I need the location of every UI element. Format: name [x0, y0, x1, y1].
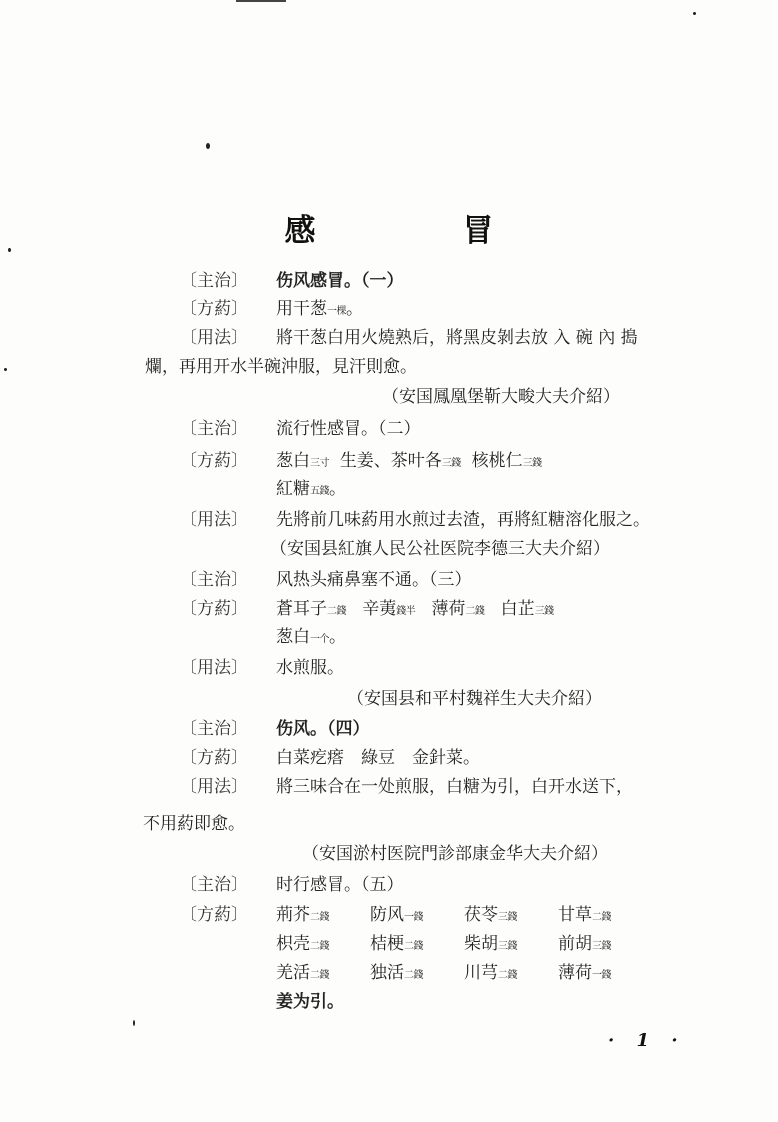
recipe-5-indication: [180, 874, 404, 896]
herb-quantity: 一錢: [592, 970, 611, 981]
recipe-4-credit: （安国淤村医院門診部康金华大夫介紹）: [302, 844, 608, 864]
herb-quantity: 一棵: [327, 306, 346, 317]
prescription-label: 〔方葯〕: [180, 299, 248, 319]
herb-quantity: 三寸: [310, 458, 329, 469]
recipe-5-prescription-row-2: [276, 933, 652, 958]
herb-name: 薄荷: [431, 599, 466, 619]
herb-name: 生姜、茶叶各: [339, 451, 442, 471]
herb-quantity: 二錢: [310, 941, 329, 952]
punctuation: 。: [329, 479, 346, 499]
herb-name: 用干葱: [276, 299, 327, 319]
herb-name: 枳壳: [276, 934, 310, 954]
usage-label: 〔用法〕: [180, 510, 248, 530]
herb-quantity: 二錢: [310, 970, 329, 981]
recipe-2-indication: [180, 418, 421, 440]
herb-quantity: 三錢: [498, 912, 517, 923]
indication-label: 〔主治〕: [180, 570, 248, 590]
recipe-1-usage-cont: 爛，再用开水半碗沖服，見汗則愈。: [145, 357, 417, 377]
recipe-4-usage: [180, 776, 633, 798]
recipe-3-credit: （安国县和平村魏祥生大夫介紹）: [347, 689, 602, 709]
recipe-4-prescription: [180, 747, 480, 769]
page-number: · 1 ·: [608, 1030, 686, 1051]
herb-list: 白菜疙瘩 綠豆 金針菜。: [276, 748, 480, 768]
recipe-1-usage: [180, 327, 638, 349]
herb-quantity: 五錢: [310, 486, 329, 497]
herb-quantity: 三錢: [522, 458, 542, 469]
top-rule-divider: [236, 0, 286, 2]
herb-quantity: 三錢: [441, 458, 461, 469]
scan-speck: [133, 1020, 135, 1026]
herb-name: 辛荑: [362, 599, 397, 619]
herb-name: 前胡: [558, 934, 592, 954]
usage-text: 先將前几味葯用水煎过去渣，再將紅糖溶化服之。: [276, 510, 650, 530]
recipe-3-usage: [180, 657, 344, 679]
herb-name: 茯苓: [464, 905, 498, 925]
herb-quantity: 一个: [310, 634, 329, 645]
herb-quantity: 二錢: [327, 606, 346, 617]
herb-name: 川芎: [464, 963, 498, 983]
herb-name: 白芷: [500, 599, 535, 619]
herb-name: 葱白: [276, 451, 310, 471]
recipe-3-indication: [180, 569, 472, 591]
herb-quantity: 二錢: [404, 970, 423, 981]
recipe-4-indication: [180, 718, 370, 740]
herb-quantity: 二錢: [310, 912, 329, 923]
recipe-5-prescription-row-4: 姜为引。: [276, 992, 344, 1012]
punctuation: 。: [329, 627, 346, 647]
recipe-1-indication: [180, 270, 404, 292]
indication-text: 风热头痛鼻塞不通。（三）: [276, 570, 472, 590]
recipe-2-credit: （安国县紅旗人民公社医院李德三大夫介紹）: [270, 539, 610, 559]
recipe-5-prescription: [180, 904, 652, 929]
herb-quantity: 二錢: [498, 970, 517, 981]
herb-quantity: 二錢: [404, 941, 423, 952]
page-title: 感 冒: [284, 213, 552, 249]
herb-name: 柴胡: [464, 934, 498, 954]
scan-speck: [4, 368, 7, 371]
herb-quantity: 三錢: [498, 941, 517, 952]
indication-label: 〔主治〕: [180, 271, 248, 291]
usage-text: 將干葱白用火燒熟后，將黑皮剝去放 入 碗 內 搗: [276, 328, 638, 348]
punctuation: 。: [346, 299, 363, 319]
herb-name: 羌活: [276, 963, 310, 983]
recipe-2-prescription: [180, 450, 542, 475]
herb-name: 核桃仁: [471, 451, 523, 471]
recipe-1-credit: （安国鳳凰堡靳大畯大夫介紹）: [382, 387, 620, 407]
scan-speck: [693, 12, 696, 15]
indication-label: 〔主治〕: [180, 875, 248, 895]
herb-quantity: 二錢: [592, 912, 611, 923]
herb-quantity: 三錢: [592, 941, 611, 952]
herb-name: 荊芥: [276, 905, 310, 925]
herb-name: 紅糖: [276, 479, 310, 499]
usage-text: 將三味合在一处煎服，白糖为引，白开水送下，: [276, 777, 633, 797]
herb-name: 防风: [370, 905, 404, 925]
herb-name: 薄荷: [558, 963, 592, 983]
prescription-label: 〔方葯〕: [180, 748, 248, 768]
indication-text: 伤风感冒。（一）: [276, 271, 404, 291]
indication-text: 流行性感冒。（二）: [276, 419, 421, 439]
scan-speck: [206, 143, 210, 149]
prescription-label: 〔方葯〕: [180, 599, 248, 619]
recipe-4-usage-cont: 不用葯即愈。: [143, 814, 245, 834]
indication-label: 〔主治〕: [180, 719, 248, 739]
recipe-5-prescription-row-3: [276, 962, 652, 987]
herb-quantity: 三錢: [534, 606, 554, 617]
prescription-label: 〔方葯〕: [180, 905, 248, 925]
usage-text: 水煎服。: [276, 658, 344, 678]
herb-name: 葱白: [276, 627, 310, 647]
indication-label: 〔主治〕: [180, 419, 248, 439]
usage-label: 〔用法〕: [180, 777, 248, 797]
prescription-label: 〔方葯〕: [180, 451, 248, 471]
recipe-2-prescription-cont: [276, 478, 346, 503]
recipe-1-prescription: [180, 298, 363, 323]
herb-quantity: 二錢: [465, 606, 485, 617]
herb-name: 独活: [370, 963, 404, 983]
herb-name: 甘草: [558, 905, 592, 925]
usage-label: 〔用法〕: [180, 328, 248, 348]
recipe-3-prescription-cont: [276, 626, 346, 651]
herb-name: 蒼耳子: [276, 599, 327, 619]
indication-text: 时行感冒。（五）: [276, 875, 404, 895]
usage-label: 〔用法〕: [180, 658, 248, 678]
recipe-2-usage: [180, 509, 650, 531]
recipe-3-prescription: [180, 598, 554, 623]
herb-quantity: 一錢: [404, 912, 423, 923]
indication-text: 伤风。（四）: [276, 719, 370, 739]
herb-quantity: 錢半: [396, 606, 416, 617]
herb-name: 桔梗: [370, 934, 404, 954]
